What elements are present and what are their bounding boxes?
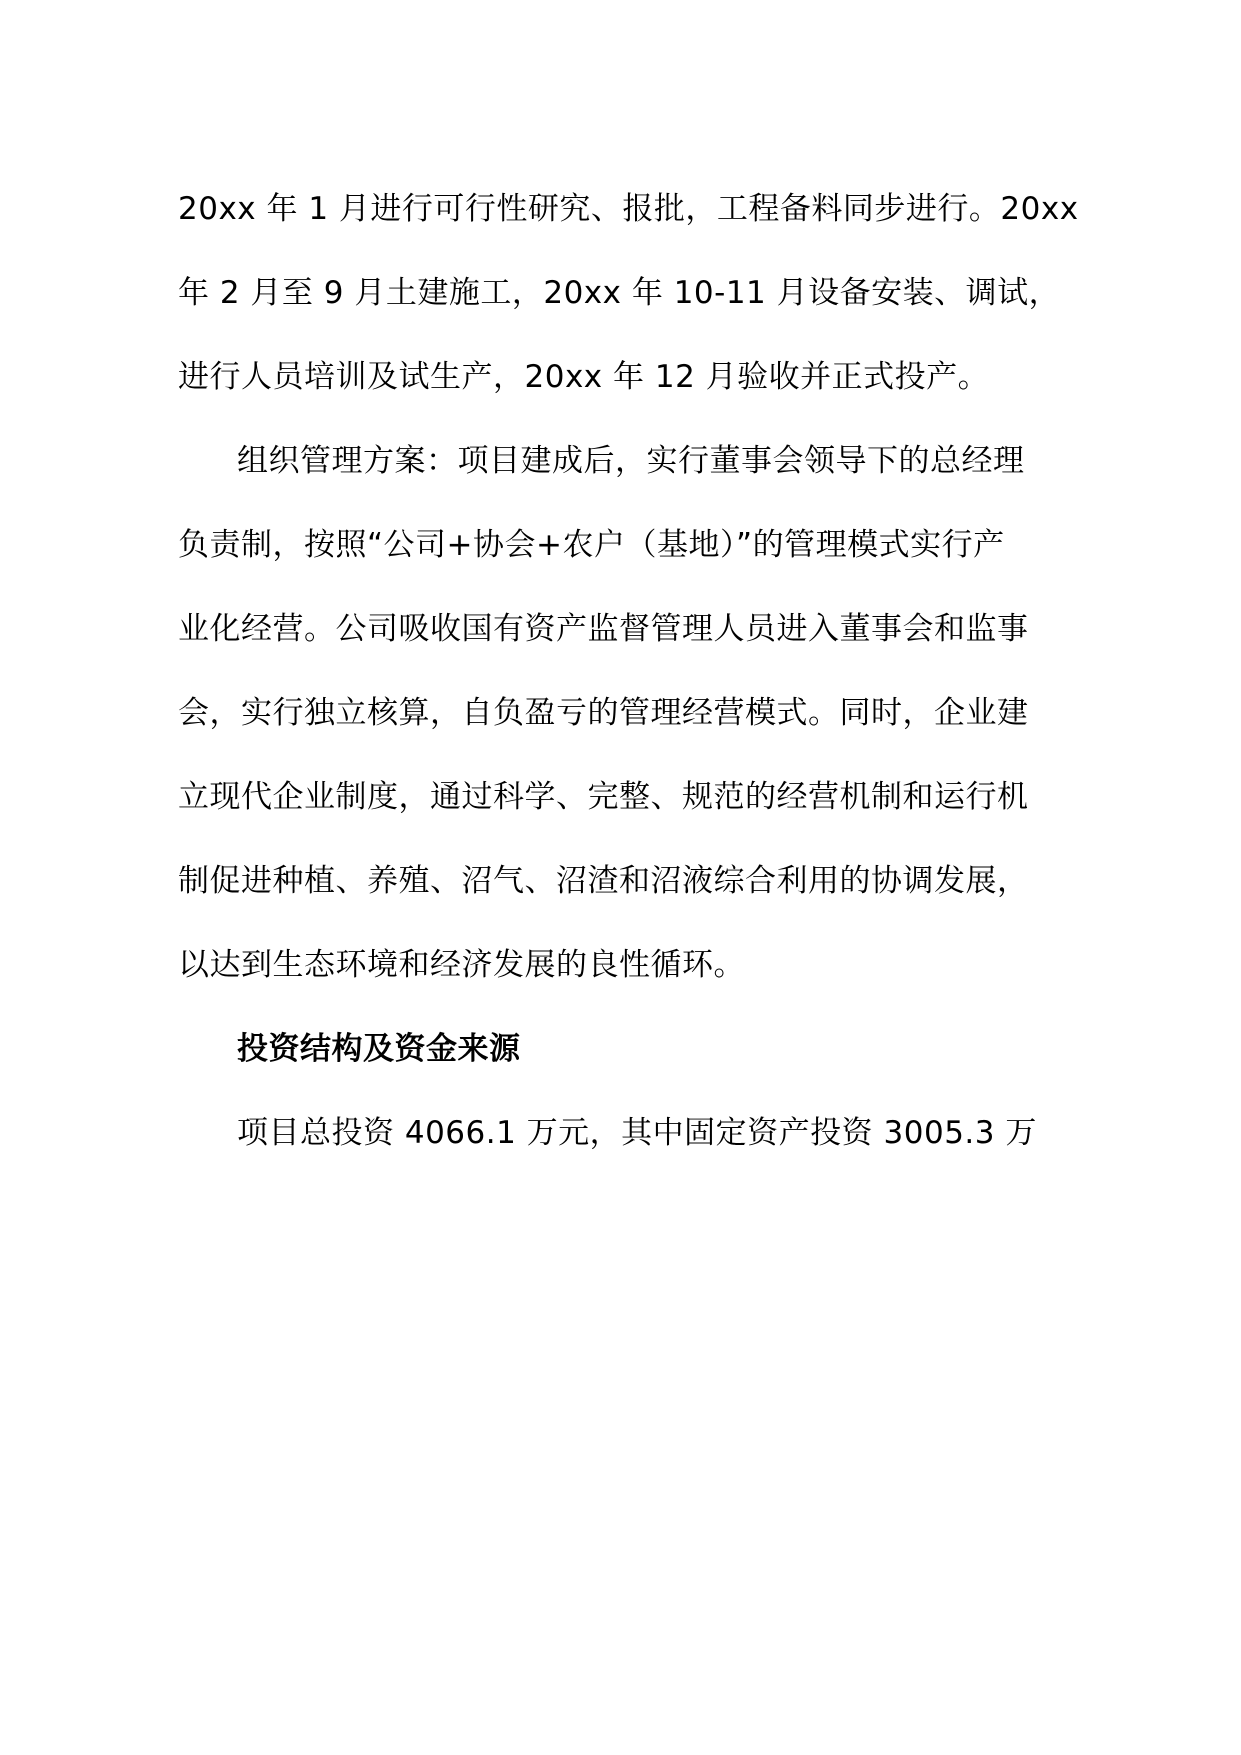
paragraph-line: 以达到生态环境和经济发展的良性循环。	[178, 947, 745, 983]
paragraph-line: 组织管理方案：项目建成后，实行董事会领导下的总经理	[237, 443, 1025, 479]
paragraph-line: 负责制，按照“公司+协会+农户（基地）”的管理模式实行产	[178, 527, 1005, 563]
paragraph-line: 会，实行独立核算，自负盈亏的管理经营模式。同时，企业建	[178, 695, 1029, 731]
paragraph-line: 立现代企业制度，通过科学、完整、规范的经营机制和运行机	[178, 779, 1029, 815]
paragraph-line: 业化经营。公司吸收国有资产监督管理人员进入董事会和监事	[178, 611, 1029, 647]
paragraph-line: 制促进种植、养殖、沼气、沼渣和沼液综合利用的协调发展，	[178, 863, 1029, 899]
section-heading: 投资结构及资金来源	[237, 1031, 521, 1067]
paragraph-line: 年 2 月至 9 月土建施工，20xx 年 10-11 月设备安装、调试，	[178, 275, 1061, 311]
paragraph-line: 项目总投资 4066.1 万元，其中固定资产投资 3005.3 万	[237, 1115, 1037, 1151]
paragraph-line: 进行人员培训及试生产，20xx 年 12 月验收并正式投产。	[178, 359, 990, 395]
paragraph-line: 20xx 年 1 月进行可行性研究、报批，工程备料同步进行。20xx	[178, 191, 1079, 227]
